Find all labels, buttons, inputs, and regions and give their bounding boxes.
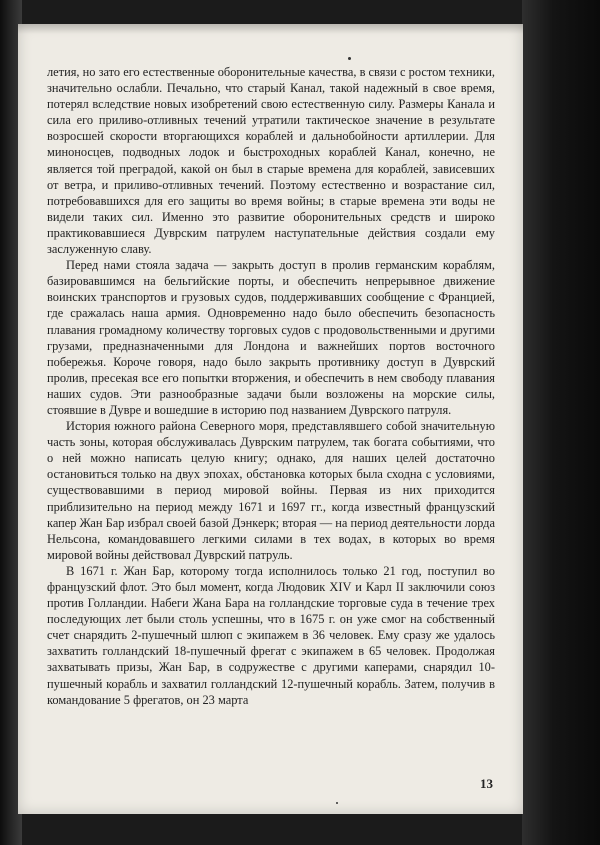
scan-speck [336, 802, 338, 804]
scan-background-right [522, 0, 600, 845]
page-number: 13 [480, 776, 493, 791]
book-page [18, 24, 523, 814]
paragraph-2: Перед нами стояла задача — закрыть доступ в пролив германским кораблям, базировавшимся на бельгийские порты, и обеспечить непрерывное движение воинских транспортов и грузовых судов, поддерживавших сообщение с Францией, где сражалась наша армия. Одновременно надо было обеспечить безопасность плавания громадному количеству торговых судов с продовольственными и другими грузами, предназначенными для Лондона и важнейших портов восточного побережья. Короче говоря, надо было закрыть противнику доступ в Дуврский пролив, пресекая все его попытки вторжения, и обеспечить в нем свободу плавания наших судов. Эти разнообразные задачи были возложены на морские силы, стоявшие в Дувре и вошедшие в историю под названием Дуврского патруля. [47, 258, 495, 417]
scan-speck [348, 57, 351, 60]
paragraph-4: В 1671 г. Жан Бар, которому тогда исполнилось только 21 год, поступил во французский флот. Это был момент, когда Людовик XIV и Карл II заключили союз против Голландии. Набеги Жана Бара на голландские торговые суда в течение трех последующих лет были столь успешны, что в 1675 г. он уже смог на собственный счет снарядить 2-пушечный шлюп с экипажем в 36 человек. Ему сразу же удалось захватить голландский 18-пушечный фрегат с экипажем в 65 человек. Продолжая захватывать призы, Жан Бар, в содружестве с другими каперами, снарядил 10-пушечный корабль и захватил голландский 12-пушечный корабль. Затем, получив в командование 5 фрегатов, он 23 марта [47, 563, 495, 707]
body-text [47, 64, 495, 708]
paragraph-1: летия, но зато его естественные оборонительные качества, в связи с ростом техники, значительно ослабли. Печально, что старый Канал, такой надежный в свое время, потерял вследствие новых изобретений свою естественную силу. Размеры Канала и сила его приливо-отливных течений утратили тактическое значение в результате возросшей скорости вторгающихся кораблей и дальнобойности артиллерии. Для миноносцев, подводных лодок и быстроходных кораблей Канал, конечно, не является той преградой, какой он был в старые времена для кораблей, зависевших от ветра, и приливо-отливных течений. Поэтому естественно и возрастание сил, потребовавшихся для его защиты во время войны; в старые времена эти воды не видели таких сил. Именно это развитие оборонительных средств и широко практиковавшиеся Дуврским патрулем наступательные действия создали ему заслуженную славу. [47, 65, 495, 257]
paragraph-3: История южного района Северного моря, представлявшего собой значительную часть зоны, которая обслуживалась Дуврским патрулем, так богата событиями, что о ней можно написать целую книгу; однако, для наших целей достаточно остановиться только на двух эпохах, обстановка которых была сходна с условиями, существовавшими в период мировой войны. Первая из них приходится приблизительно на период между 1671 и 1697 гг., когда известный французский капер Жан Бар избрал своей базой Дэнкерк; вторая — на период деятельности лорда Нельсона, командовавшего легкими силами в тех водах, в которых во время мировой войны действовал Дуврский патруль. [47, 419, 495, 562]
